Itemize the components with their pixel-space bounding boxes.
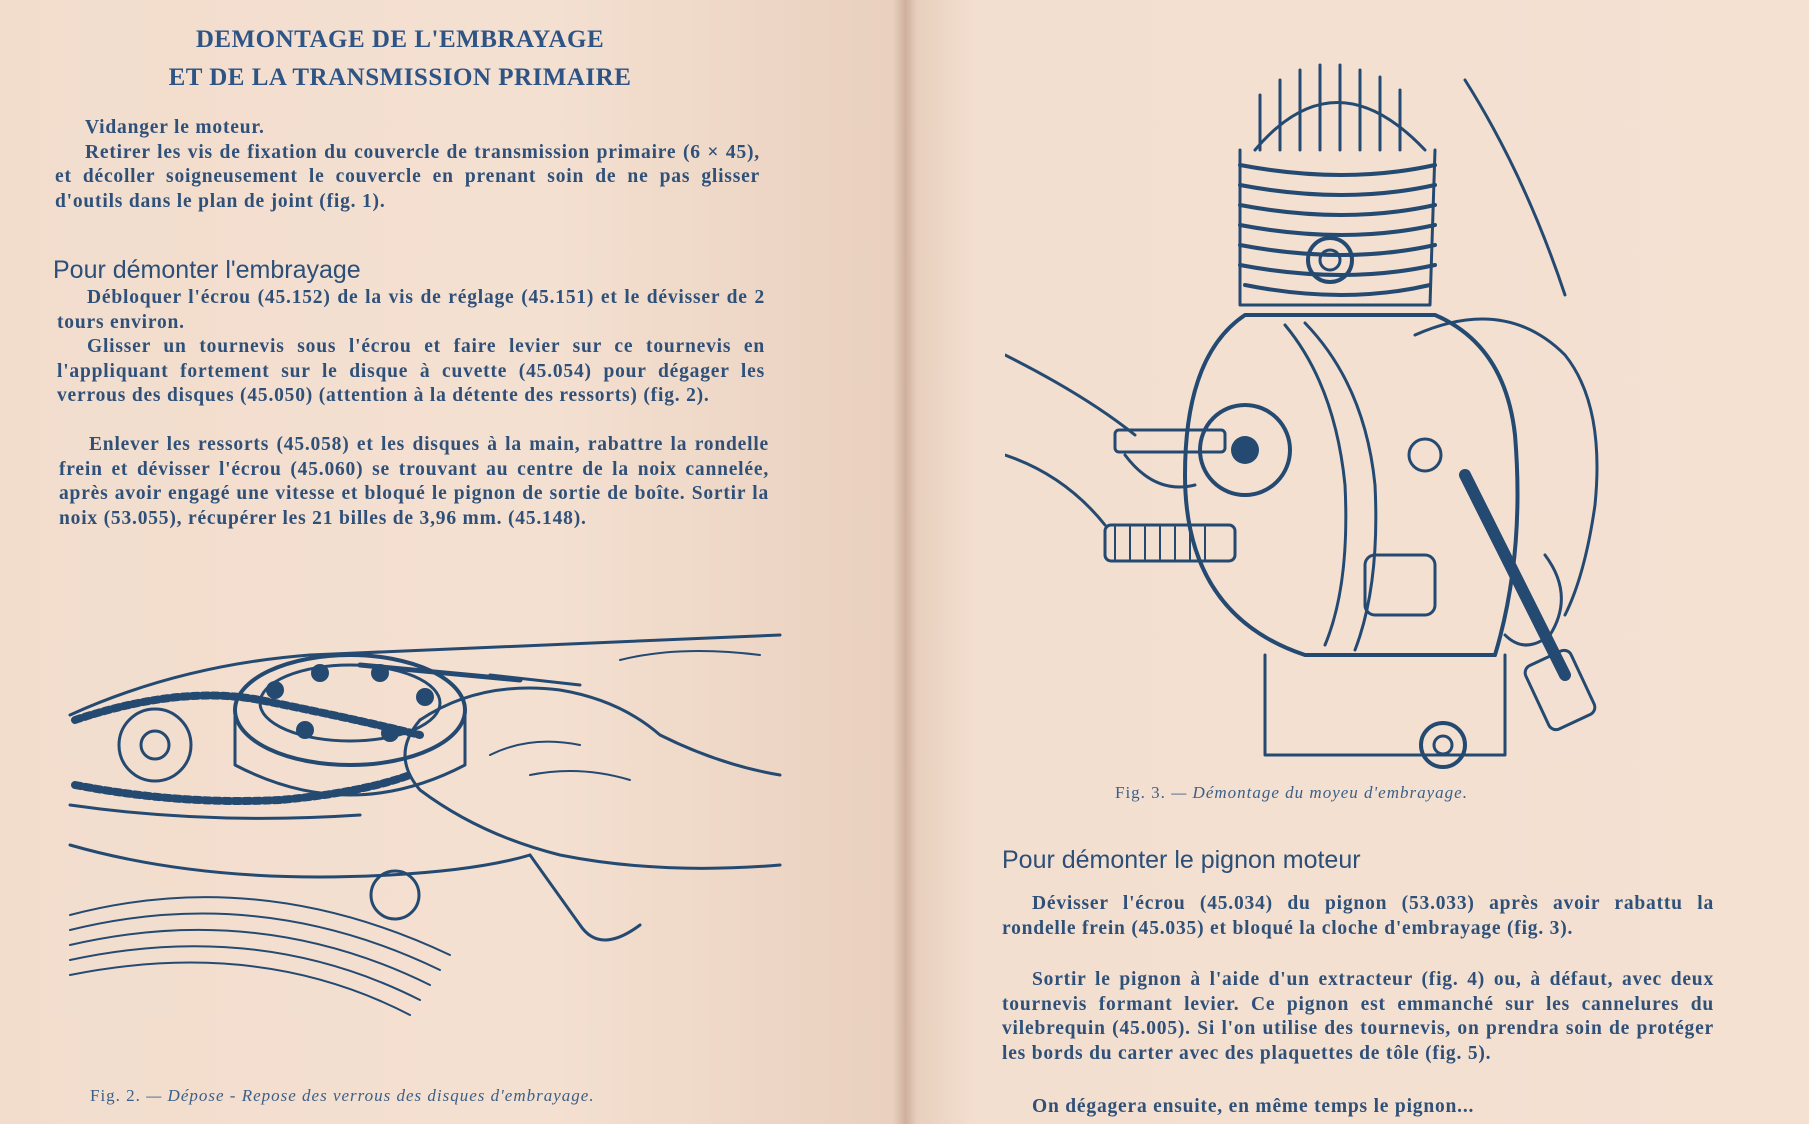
page-title-line1: DEMONTAGE DE L'EMBRAYAGE [195,26,605,53]
section2-text-1: Dévisser l'écrou (45.034) du pignon (53.033) après avoir rabattu la rondelle frein (45.035) et bloqué la cloche d'embrayage (fig. 3). [1002,893,1714,939]
section1-text-3: Enlever les ressorts (45.058) et les disques à la main, rabattre la rondelle frein et dévisser l'écrou (45.060) se trouvant au centre de la noix cannelée, après avoir engagé une vitesse et bloqué le pignon de sortie de boîte. Sortir la noix (53.055), récupérer les 21 billes de 3,96 mm. (45.148). [59,434,769,529]
page-gutter [893,0,917,1124]
section2-text-3: On dégagera ensuite, en même temps le pignon... [1032,1096,1475,1117]
section1-paragraph-1 [57,286,765,335]
intro-paragraph [55,116,760,214]
figure-2-caption [90,1086,595,1106]
section2-paragraph-2 [1002,968,1714,1066]
page-title-line2: ET DE LA TRANSMISSION PRIMAIRE [168,64,632,91]
section-heading-pignon: Pour démonter le pignon moteur [1002,846,1361,874]
section1-paragraph-2 [57,335,765,409]
figure-3-caption [1115,783,1468,803]
section2-paragraph-1 [1002,892,1714,941]
section1-text-1: Débloquer l'écrou (45.152) de la vis de réglage (45.151) et le dévisser de 2 tours environ. [57,287,765,333]
figure-2-label: Fig. 2. [90,1086,141,1105]
figure-2-caption-text: — Dépose - Repose des verrous des disques d'embrayage. [146,1086,595,1105]
section1-text-2: Glisser un tournevis sous l'écrou et faire levier sur ce tournevis en l'appliquant fortement sur le disque à cuvette (45.054) pour dégager les verrous des disques (45.050) (attention à la détente des ressorts) (fig. 2). [57,336,765,406]
figure-3-label: Fig. 3. [1115,783,1166,802]
intro-line: Vidanger le moteur. [85,117,265,138]
section-heading-embrayage: Pour démonter l'embrayage [53,256,361,284]
right-page [905,0,1809,1124]
figure-3-illustration [1005,55,1615,775]
figure-2-illustration [60,625,790,1025]
intro-text: Retirer les vis de fixation du couvercle de transmission primaire (6 × 45), et décoller soigneusement le couvercle en prenant soin de ne pas glisser d'outils dans le plan de joint (fig. 1). [55,141,760,212]
figure-3-caption-text: — Démontage du moyeu d'embrayage. [1171,783,1468,802]
section2-text-2: Sortir le pignon à l'aide d'un extracteur (fig. 4) ou, à défaut, avec deux tournevis formant levier. Ce pignon est emmanché sur les cannelures du vilebrequin (45.005). Si l'on utilise des tournevis, on prendra soin de protéger les bords du carter avec des plaquettes de tôle (fig. 5). [1002,969,1714,1064]
section1-paragraph-3 [59,433,769,531]
section2-paragraph-3 [1002,1095,1714,1120]
